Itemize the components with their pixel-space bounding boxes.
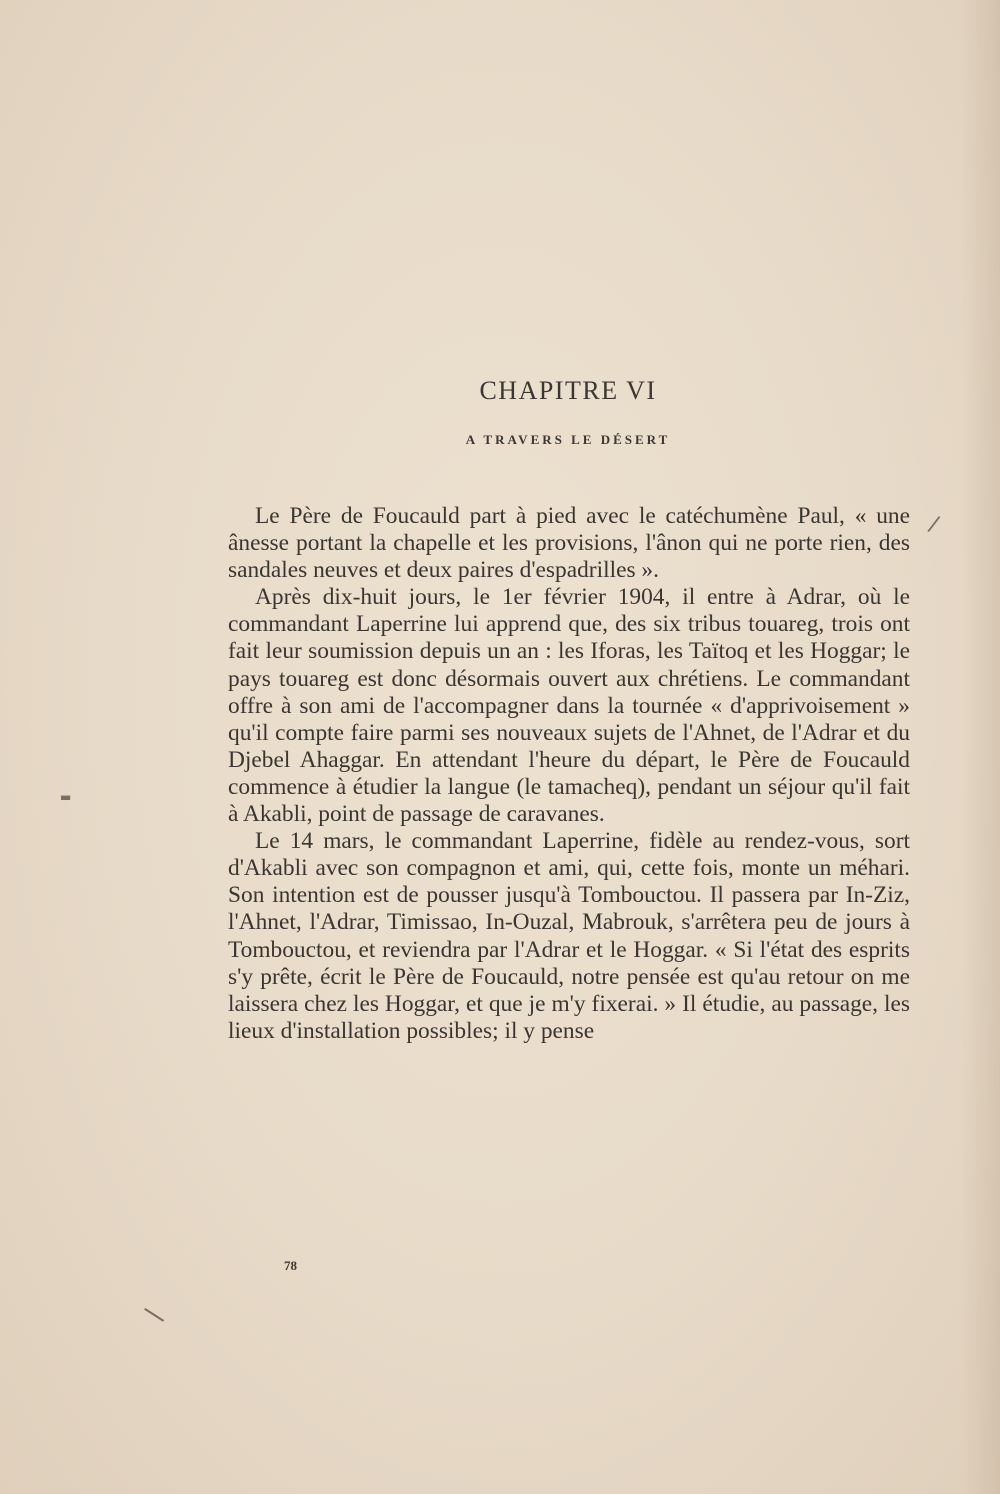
- paragraph: Le 14 mars, le commandant Laperrine, fidèle au rendez-vous, sort d'Akabli avec son compagnon et ami, qui, cette fois, monte un méhari. Son intention est de pousser jusqu'à Tombouctou. Il passera par In-Ziz, l'Ahnet, l'Adrar, Timissao, In-Ouzal, Mabrouk, s'arrêtera peu de jours à Tombouctou, et reviendra par l'Adrar et le Hoggar. « Si l'état des esprits s'y prête, écrit le Père de Foucauld, notre pensée est qu'au retour on me laissera chez les Hoggar, et que je m'y fixerai. » Il étudie, au passage, les lieux d'installation possibles; il y pense: [228, 828, 910, 1044]
- page-edge-shadow: [960, 0, 1000, 1494]
- chapter-subtitle: A TRAVERS LE DÉSERT: [465, 432, 671, 447]
- page-number: 78: [284, 1258, 297, 1273]
- body-text: [228, 503, 910, 1045]
- margin-mark: \: [141, 1300, 168, 1330]
- margin-mark: ▬: [60, 790, 72, 804]
- paragraph: Après dix-huit jours, le 1er février 1904, il entre à Adrar, où le commandant Laperrine lui apprend que, des six tribus touareg, trois ont fait leur soumission depuis un an : les Iforas, les Taïtoq et les Hoggar; le pays touareg est donc désormais ouvert aux chrétiens. Le commandant offre à son ami de l'accompagner dans la tournée « d'apprivoisement » qu'il compte faire parmi ses nouveaux sujets de l'Ahnet, de l'Adrar et du Djebel Ahaggar. En attendant l'heure du départ, le Père de Foucauld commence à étudier la langue (le tamacheq), pendant un séjour qu'il fait à Akabli, point de passage de caravanes.: [228, 584, 910, 828]
- paragraph: Le Père de Foucauld part à pied avec le catéchumène Paul, « une ânesse portant la chapelle et les provisions, l'ânon qui ne porte rien, des sandales neuves et deux paires d'espadrilles ».: [228, 503, 910, 584]
- margin-mark: /: [925, 511, 942, 538]
- chapter-title: CHAPITRE VI: [479, 376, 657, 405]
